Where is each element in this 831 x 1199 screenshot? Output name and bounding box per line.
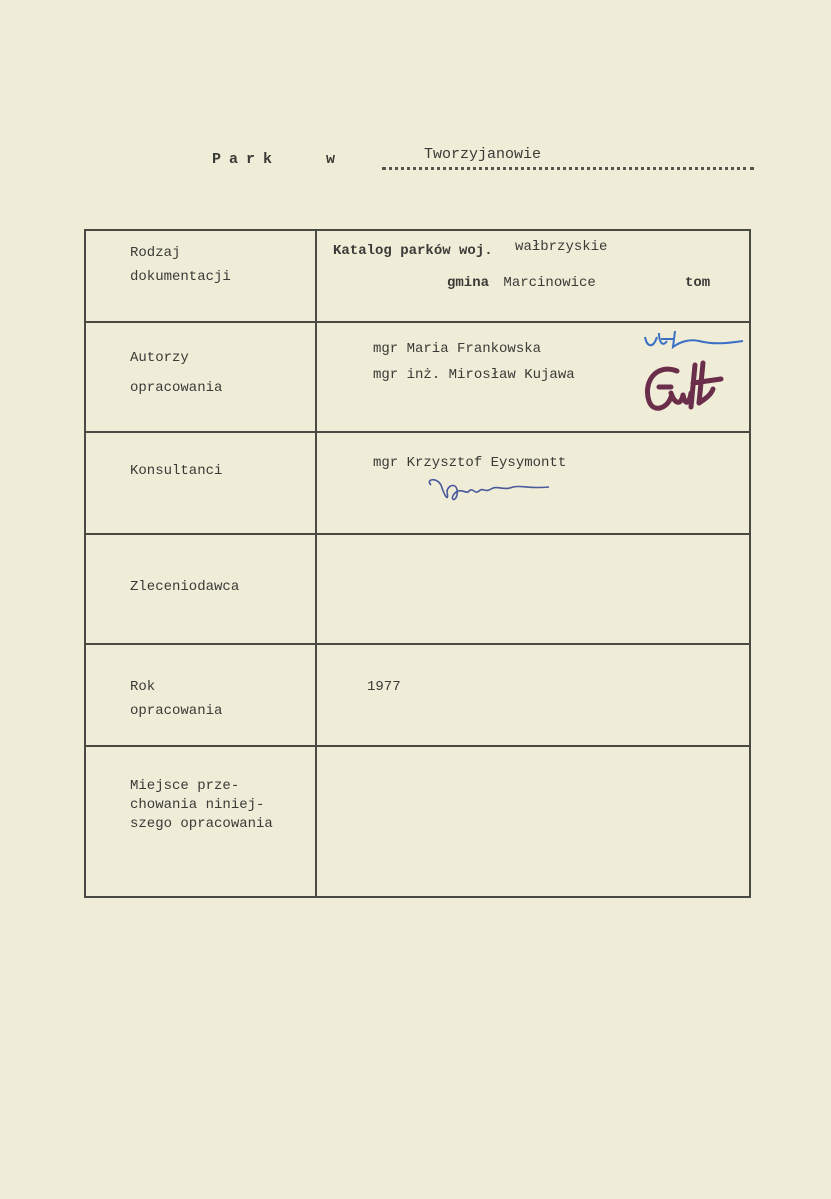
consultant-name: mgr Krzysztof Eysymontt (373, 455, 567, 471)
label-cell (85, 746, 316, 897)
catalog-line (333, 239, 608, 259)
value-cell (316, 322, 750, 432)
row-documentation-type (85, 230, 750, 322)
gmina-value: Marcinowice (503, 275, 596, 291)
value-cell (316, 534, 750, 644)
row-authors (85, 322, 750, 432)
row-consultants (85, 432, 750, 534)
voivodeship-value: wałbrzyskie (515, 239, 608, 255)
author-1: mgr Maria Frankowska (373, 341, 542, 357)
gmina-label: gmina (447, 275, 490, 291)
park-place: Tworzyjanowie (424, 146, 542, 163)
row-year (85, 644, 750, 746)
park-label: Park (212, 151, 281, 168)
row-client (85, 534, 750, 644)
value-cell (316, 432, 750, 534)
row-label: Miejsce prze- chowania niniej- szego opracowania (130, 778, 273, 832)
row-label: Konsultanci (130, 463, 223, 479)
value-cell (316, 644, 750, 746)
tom-label: tom (685, 275, 711, 291)
row-label: Autorzy opracowania (130, 350, 223, 396)
w-label: w (326, 151, 336, 168)
row-label: Zleceniodawca (130, 579, 240, 595)
author-2: mgr inż. Mirosław Kujawa (373, 367, 575, 383)
row-storage-place (85, 746, 750, 897)
value-cell (316, 230, 750, 322)
label-cell (85, 644, 316, 746)
label-cell (85, 432, 316, 534)
label-cell (85, 322, 316, 432)
gmina-line (447, 275, 596, 291)
catalog-label: Katalog parków woj. (333, 243, 493, 259)
value-cell (316, 746, 750, 897)
label-cell (85, 534, 316, 644)
park-title (212, 147, 757, 177)
authors-signature-image (637, 323, 747, 423)
documentation-form (84, 229, 751, 898)
consultant-signature-image (421, 473, 561, 513)
year-value: 1977 (367, 679, 401, 695)
label-cell (85, 230, 316, 322)
row-label: Rodzaj dokumentacji (130, 245, 231, 285)
row-label: Rok opracowania (130, 679, 223, 719)
